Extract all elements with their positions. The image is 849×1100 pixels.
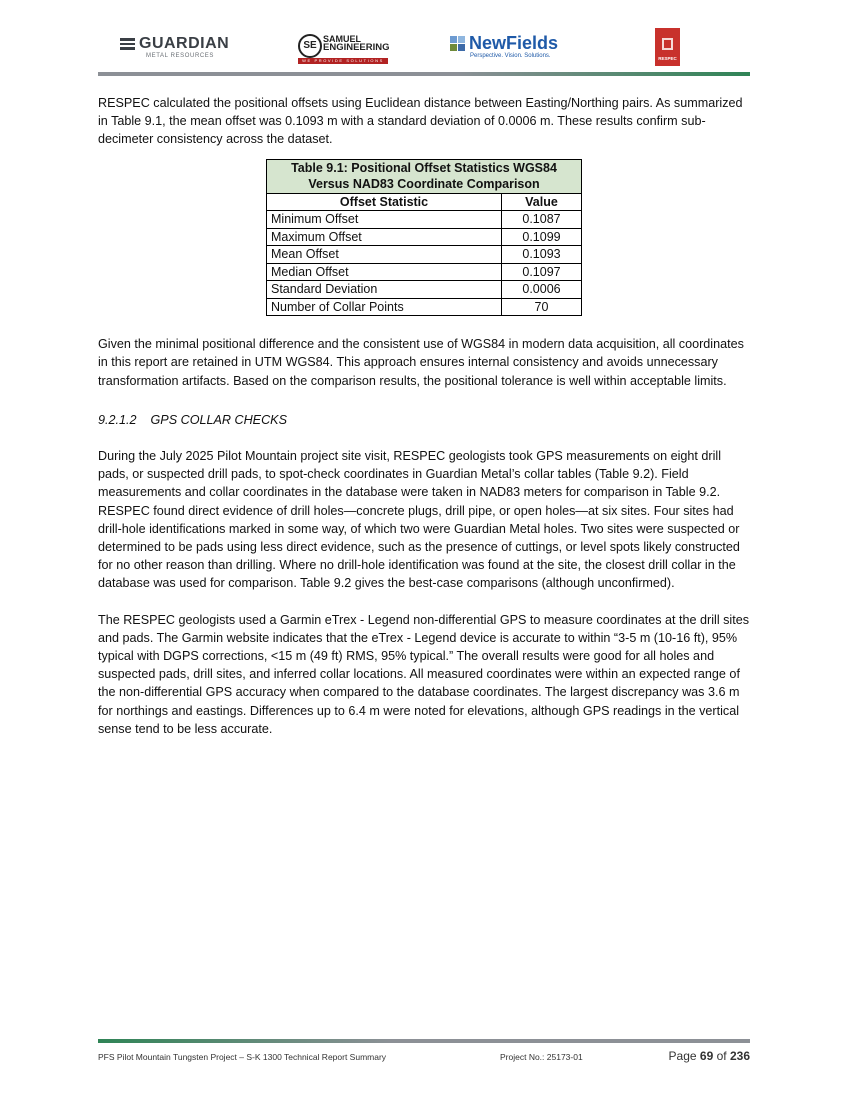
- table-row: [267, 211, 582, 229]
- row-label: Mean Offset: [267, 246, 502, 264]
- samuel-logo-line1: SAMUEL: [323, 34, 361, 44]
- page-footer: [98, 1048, 750, 1068]
- row-value: 0.1093: [502, 246, 582, 264]
- offset-statistics-table: [266, 159, 582, 317]
- row-label: Standard Deviation: [267, 281, 502, 299]
- guardian-bars-icon: [120, 36, 135, 52]
- samuel-logo-line2: ENGINEERING: [323, 42, 390, 53]
- page-prefix: Page: [668, 1049, 697, 1063]
- table-caption-line2: Versus NAD83 Coordinate Comparison: [308, 177, 540, 192]
- respec-logo-text: RESPEC: [658, 56, 677, 61]
- row-value: 0.1097: [502, 263, 582, 281]
- respec-logo: [655, 28, 680, 66]
- footer-project-number: Project No.: 25173-01: [500, 1052, 583, 1062]
- paragraph-gps-accuracy: The RESPEC geologists used a Garmin eTrex - Legend non-differential GPS to measure coordinates at the drill sites and pads. The Garmin website indicates that the eTrex - Legend device is accurate to within “3-5 m (10-16 ft), 95% typical with DGPS corrections, <15 m (49 ft) RMS, 95% typical.” The overall results were good for all holes and suspected pads, drill sites, and inferred collar locations. All measured coordinates were within an expected range of the non-differential GPS accuracy when compared to the database coordinates. The largest discrepancy was 3.6 m for northings and eastings. Differences up to 6.4 m were noted for elevations, although GPS readings in the vertical sense tend to be less accurate.: [98, 612, 750, 736]
- table-row: [267, 281, 582, 299]
- row-value: 0.1087: [502, 211, 582, 229]
- samuel-engineering-logo: [298, 33, 388, 63]
- page-of: of: [716, 1049, 727, 1063]
- row-value: 0.1099: [502, 228, 582, 246]
- table-caption-line1: Table 9.1: Positional Offset Statistics WGS84: [291, 160, 557, 175]
- paragraph-offsets: RESPEC calculated the positional offsets using Euclidean distance between Easting/Northing pairs. As summarized in Table 9.1, the mean offset was 0.1093 m with a standard deviation of 0.0006 m. These results confirm sub-decimeter consistency across the dataset.: [98, 96, 743, 147]
- page-content: [98, 94, 750, 738]
- row-value: 0.0006: [502, 281, 582, 299]
- table-row: [267, 246, 582, 264]
- page-total: 236: [729, 1049, 750, 1063]
- guardian-logo-text: GUARDIAN: [139, 35, 230, 52]
- paragraph-site-visit: During the July 2025 Pilot Mountain project site visit, RESPEC geologists took GPS measurements on eight drill pads, or suspected drill pads, to spot-check coordinates in Guardian Metal’s collar tables (Table 9.2). Field measurements and collar coordinates in the database were taken in NAD83 meters for comparison in Table 9.2. RESPEC found direct evidence of drill holes—concrete plugs, drill pipe, or open holes—at six sites. Four sites had drill-hole identifications marked in some way, of which two were Guardian Metal holes. Two sites were suspected or determined to be pads using less direct evidence, such as the presence of cuttings, or level spots likely constructed for no other reason than drilling. Where no drill-hole identification was found at the site, the closest drill collar in the database was used for comparison. Table 9.2 gives the best-case comparisons (although unconfirmed).: [98, 448, 740, 591]
- table-row: [267, 298, 582, 316]
- row-label: Minimum Offset: [267, 211, 502, 229]
- footer-divider: [98, 1039, 750, 1043]
- newfields-squares-icon: [450, 36, 466, 52]
- guardian-logo: [120, 35, 230, 59]
- footer-report-title: PFS Pilot Mountain Tungsten Project – S-K 1300 Technical Report Summary: [98, 1052, 387, 1062]
- respec-glyph-icon: [662, 38, 673, 50]
- se-circle-icon: SE: [298, 34, 322, 58]
- column-header-statistic: Offset Statistic: [267, 193, 502, 211]
- section-heading-gps-collar-checks: 9.2.1.2 GPS COLLAR CHECKS: [98, 412, 287, 427]
- header-divider: [98, 72, 750, 76]
- newfields-logo-tagline: Perspective. Vision. Solutions.: [470, 53, 551, 59]
- row-value: 70: [502, 298, 582, 316]
- column-header-value: Value: [502, 193, 582, 211]
- page-header: [98, 28, 750, 78]
- table-caption: [267, 159, 582, 193]
- samuel-logo-tagline: WE PROVIDE SOLUTIONS: [298, 58, 388, 64]
- newfields-logo-text: NewFields: [469, 33, 559, 53]
- row-label: Median Offset: [267, 263, 502, 281]
- guardian-logo-subtitle: METAL RESOURCES: [146, 53, 215, 59]
- row-label: Number of Collar Points: [267, 298, 502, 316]
- page-current: 69: [699, 1049, 714, 1063]
- row-label: Maximum Offset: [267, 228, 502, 246]
- footer-page-number: [669, 1049, 750, 1063]
- paragraph-coordinate-retention: Given the minimal positional difference and the consistent use of WGS84 in modern data acquisition, all coordinates in this report are retained in UTM WGS84. This approach ensures internal consistency and avoids unnecessary transformation artifacts. Based on the comparison results, the positional tolerance is well within acceptable limits.: [98, 337, 744, 388]
- table-row: [267, 228, 582, 246]
- table-row: [267, 263, 582, 281]
